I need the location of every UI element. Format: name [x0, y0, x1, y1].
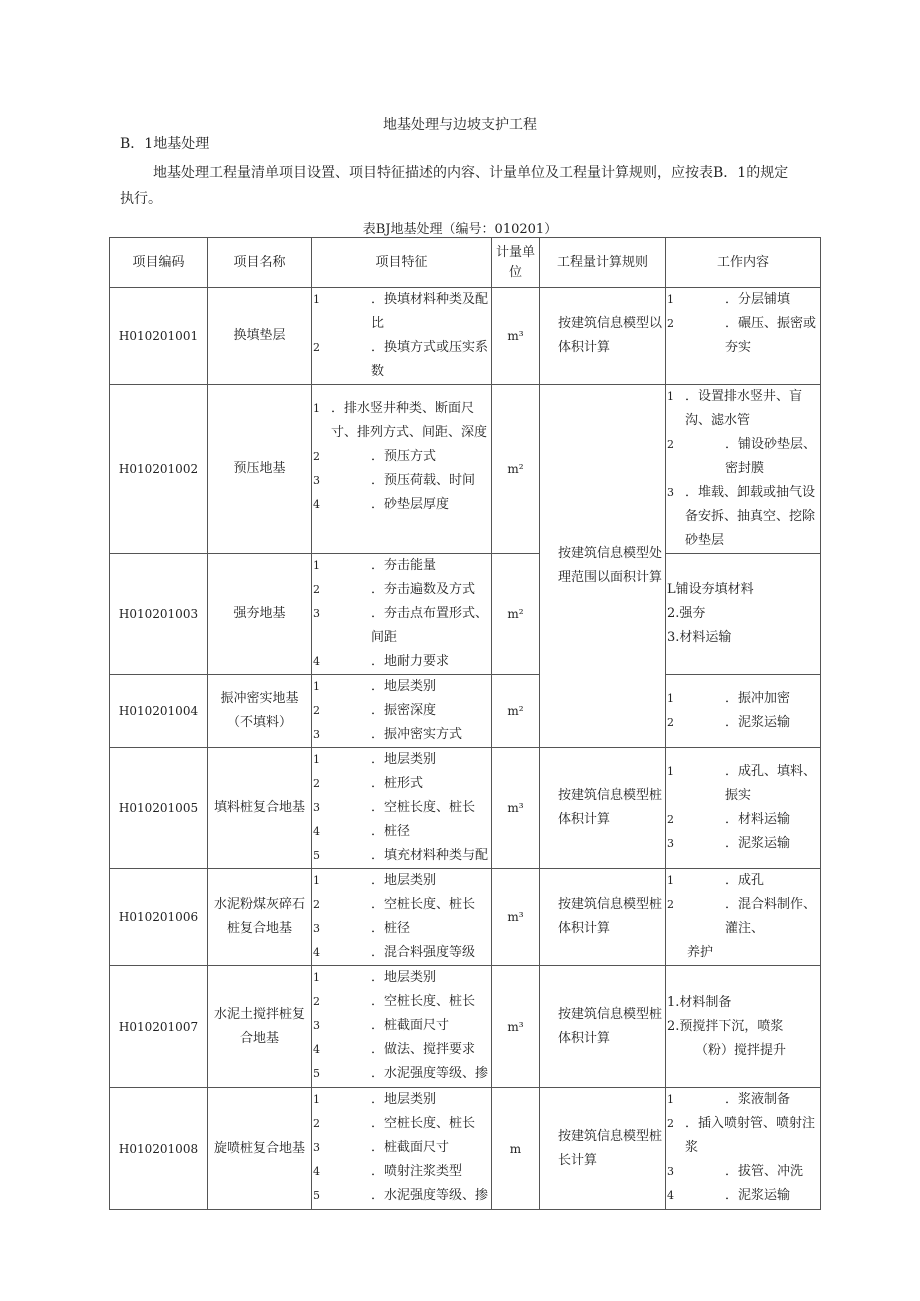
- work-item: 1 ．成孔: [667, 873, 765, 888]
- feature-item: 3 ．夯击点布置形式、间距: [313, 606, 489, 645]
- feature-item: 3 ．桩径: [313, 921, 411, 936]
- table-header-row: [110, 238, 821, 288]
- work-item: 1 ．浆液制备: [667, 1092, 791, 1107]
- item-work: [666, 869, 821, 966]
- header-unit: 计量单位: [492, 238, 540, 288]
- item-unit: m³: [492, 288, 540, 385]
- item-rule: 按建筑信息模型以体积计算: [540, 288, 666, 385]
- table-caption: 表BJ地基处理（编号：010201）: [362, 222, 558, 237]
- feature-item: 4 ．桩径: [313, 824, 411, 839]
- item-name: 旋喷桩复合地基: [208, 1088, 312, 1210]
- item-name: 填料桩复合地基: [208, 748, 312, 869]
- item-name: 水泥土搅拌桩复合地基: [208, 966, 312, 1088]
- feature-item: 1 ．地层类别: [313, 970, 437, 985]
- feature-item: 3 ．桩截面尺寸: [313, 1018, 450, 1033]
- feature-item: 2 ．桩形式: [313, 776, 424, 791]
- work-item: 2 ．铺设砂垫层、密封膜: [667, 437, 817, 476]
- item-name: 振冲密实地基（不填料）: [208, 675, 312, 748]
- item-rule: 按建筑信息模型桩体积计算: [540, 748, 666, 869]
- feature-item: 3 ．预压荷载、时间: [313, 473, 476, 488]
- work-item: 2 ．碾压、振密或夯实: [667, 316, 817, 355]
- feature-item: 1 ．夯击能量: [313, 558, 437, 573]
- item-unit: m³: [492, 748, 540, 869]
- work-item: 3 ．拔管、冲洗: [667, 1164, 804, 1179]
- item-features: [312, 554, 492, 675]
- feature-item: 5 ．水泥强度等级、掺: [313, 1066, 489, 1081]
- item-work: [666, 385, 821, 554]
- header-name: 项目名称: [208, 238, 312, 288]
- feature-item: 3 ．空桩长度、桩长: [313, 800, 476, 815]
- item-rule: 按建筑信息模型桩体积计算: [540, 869, 666, 966]
- feature-item: 4 ．喷射注浆类型: [313, 1164, 463, 1179]
- item-code: H010201007: [110, 966, 208, 1088]
- item-name: 强夯地基: [208, 554, 312, 675]
- item-rule: 按建筑信息模型桩体积计算: [540, 966, 666, 1088]
- item-unit: m³: [492, 966, 540, 1088]
- table-row: [110, 288, 821, 385]
- item-features: [312, 748, 492, 869]
- item-features: [312, 385, 492, 554]
- item-unit: m²: [492, 554, 540, 675]
- item-name: 预压地基: [208, 385, 312, 554]
- feature-item: 3 ．振冲密实方式: [313, 727, 463, 742]
- feature-item: 5 ．水泥强度等级、掺: [313, 1188, 489, 1203]
- work-item: 养护: [687, 945, 714, 960]
- feature-item: 1 ．地层类别: [313, 1092, 437, 1107]
- foundation-treatment-table: [109, 237, 821, 1210]
- item-unit: m: [492, 1088, 540, 1210]
- item-name: 水泥粉煤灰碎石桩复合地基: [208, 869, 312, 966]
- feature-item: 4 ．砂垫层厚度: [313, 497, 450, 512]
- item-unit: m³: [492, 869, 540, 966]
- work-item: 3 ．泥浆运输: [667, 836, 791, 851]
- item-unit: m²: [492, 675, 540, 748]
- feature-item: 2 ．空桩长度、桩长: [313, 897, 476, 912]
- item-features: [312, 1088, 492, 1210]
- feature-item: 2 ．预压方式: [313, 449, 437, 464]
- feature-item: 2 ．振密深度: [313, 703, 437, 718]
- feature-item: 2 ．空桩长度、桩长: [313, 994, 476, 1009]
- work-item: 3.材料运输: [667, 630, 732, 645]
- item-code: H010201002: [110, 385, 208, 554]
- table-row: [110, 966, 821, 1088]
- section-heading: B．1地基处理: [120, 136, 210, 152]
- item-work: [666, 1088, 821, 1210]
- header-code: 项目编码: [110, 238, 208, 288]
- table-row: [110, 748, 821, 869]
- work-item: 2.强夯: [667, 606, 706, 621]
- feature-item: 5 ．填充材料种类与配: [313, 848, 489, 863]
- header-features: 项目特征: [312, 238, 492, 288]
- feature-item: 1 ．地层类别: [313, 873, 437, 888]
- header-rule: 工程量计算规则: [540, 238, 666, 288]
- work-item: 1 ．振冲加密: [667, 691, 791, 706]
- feature-item: 2 ．换填方式或压实系数: [313, 340, 489, 379]
- table-row: [110, 1088, 821, 1210]
- item-code: H010201008: [110, 1088, 208, 1210]
- work-item: 2 ．材料运输: [667, 812, 791, 827]
- table-row: [110, 385, 821, 554]
- work-item: 1 ．分层铺填: [667, 292, 791, 307]
- work-item: 4 ．泥浆运输: [667, 1188, 791, 1203]
- work-item: 2 ．插入喷射管、喷射注浆: [667, 1116, 816, 1155]
- feature-item: 4 ．混合料强度等级: [313, 945, 476, 960]
- feature-item: 1 ．排水竖井种类、断面尺寸、排列方式、间距、深度: [313, 401, 488, 440]
- item-code: H010201005: [110, 748, 208, 869]
- item-name: 换填垫层: [208, 288, 312, 385]
- work-item: L铺设夯填材料: [667, 582, 754, 597]
- work-item: 2 ．混合料制作、灌注、: [667, 897, 817, 936]
- feature-item: 3 ．桩截面尺寸: [313, 1140, 450, 1155]
- work-item: 1 ．成孔、填料、振实: [667, 764, 817, 803]
- item-features: [312, 675, 492, 748]
- item-work: [666, 748, 821, 869]
- item-code: H010201006: [110, 869, 208, 966]
- feature-item: 1 ．地层类别: [313, 752, 437, 767]
- document-title: 地基处理与边坡支护工程: [383, 117, 537, 133]
- work-item: 3 ．堆载、卸载或抽气设备安拆、抽真空、挖除砂垫层: [667, 485, 816, 548]
- item-rule: 按建筑信息模型处理范围以面积计算: [540, 385, 666, 748]
- feature-item: 4 ．做法、搅拌要求: [313, 1042, 476, 1057]
- work-item: 1.材料制备: [667, 994, 732, 1010]
- header-work: 工作内容: [666, 238, 821, 288]
- item-code: H010201001: [110, 288, 208, 385]
- item-work: [666, 966, 821, 1088]
- feature-item: 4 ．地耐力要求: [313, 654, 450, 669]
- work-item: 1 ．设置排水竖井、盲沟、滤水管: [667, 389, 803, 428]
- table-row: [110, 554, 821, 675]
- feature-item: 2 ．空桩长度、桩长: [313, 1116, 476, 1131]
- item-code: H010201003: [110, 554, 208, 675]
- table-row: [110, 675, 821, 748]
- item-rule: 按建筑信息模型桩长计算: [540, 1088, 666, 1210]
- work-item: 2.预搅拌下沉，喷浆: [667, 1018, 784, 1034]
- feature-item: 1 ．换填材料种类及配比: [313, 292, 489, 331]
- item-work: [666, 675, 821, 748]
- work-item: （粉）搅拌提升: [695, 1042, 787, 1058]
- intro-paragraph: 地基处理工程量清单项目设置、项目特征描述的内容、计量单位及工程量计算规则，应按表B．1的规定执行。: [120, 165, 789, 207]
- item-code: H010201004: [110, 675, 208, 748]
- item-unit: m²: [492, 385, 540, 554]
- item-work: [666, 554, 821, 675]
- item-features: [312, 288, 492, 385]
- item-work: [666, 288, 821, 385]
- feature-item: 2 ．夯击遍数及方式: [313, 582, 476, 597]
- item-features: [312, 966, 492, 1088]
- table-row: [110, 869, 821, 966]
- work-item: 2 ．泥浆运输: [667, 715, 791, 730]
- feature-item: 1 ．地层类别: [313, 679, 437, 694]
- item-features: [312, 869, 492, 966]
